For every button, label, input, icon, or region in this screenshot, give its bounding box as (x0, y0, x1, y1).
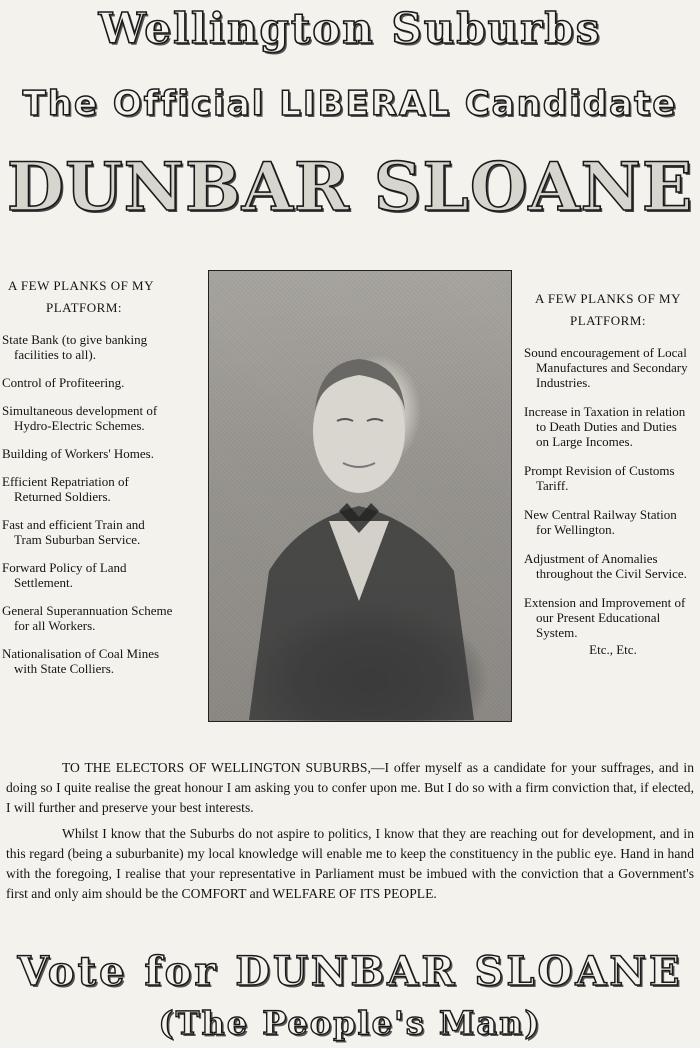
platform-plank: Building of Workers' Homes. (2, 446, 154, 461)
platform-plank: Increase in Taxation in relation to Death Duties and Duties on Large Incomes. (524, 404, 686, 449)
platform-plank: Sound encouragement of Local Manufactures and Secondary Industries. (524, 345, 688, 390)
platform-plank: Efficient Repatriation of Returned Soldiers. (2, 474, 129, 504)
right-platform-column (524, 288, 692, 657)
vote-slogan: Vote for DUNBAR SLOANE (17, 948, 683, 995)
platform-plank: Simultaneous development of Hydro-Electric Schemes. (2, 403, 158, 433)
platform-plank: Prompt Revision of Customs Tariff. (524, 463, 675, 493)
headline-candidate-name: DUNBAR SLOANE (6, 148, 694, 226)
platform-plank: Adjustment of Anomalies throughout the Civil Service. (524, 551, 687, 581)
platform-plank: New Central Railway Station for Wellington. (524, 507, 677, 537)
peoples-man-tagline: (The People's Man) (158, 1004, 542, 1042)
headline-official-candidate: The Official LIBERAL Candidate (22, 84, 678, 124)
platform-etc: Etc., Etc. (589, 642, 637, 657)
left-platform-column (2, 275, 174, 689)
platform-plank: Extension and Improvement of our Present Educational System. (524, 595, 686, 640)
platform-plank: Nationalisation of Coal Mines with State Colliers. (2, 646, 160, 676)
headline-electorate: Wellington Suburbs (98, 4, 602, 53)
left-platform-heading: A FEW PLANKS OF MY PLATFORM: (8, 278, 155, 315)
portrait-figure (209, 271, 510, 720)
address-paragraph-2: Whilst I know that the Suburbs do not aspire to politics, I know that they are reaching out for development, and in this regard (being a suburbanite) my local knowledge will enable me to keep the constituency in the public eye. Hand in hand with the foregoing, I realise that your representative in Parliament must be imbued with the conviction that a Government's first and only aim should be the COMFORT and WELFARE OF ITS PEOPLE. (6, 826, 694, 901)
address-paragraph-1: TO THE ELECTORS OF WELLINGTON SUBURBS,—I offer myself as a candidate for your suffrages, and in doing so I quite realise the great honour I am asking you to confer upon me. But I do so with a firm conviction that, if elected, I will further and preserve your best interests. (6, 760, 694, 815)
platform-plank: Fast and efficient Train and Tram Suburban Service. (2, 517, 145, 547)
platform-plank: State Bank (to give banking facilities to all). (2, 332, 148, 362)
candidate-portrait (208, 270, 512, 722)
platform-plank: Control of Profiteering. (2, 375, 125, 390)
right-platform-heading: A FEW PLANKS OF MY PLATFORM: (534, 291, 681, 328)
platform-plank: General Superannuation Scheme for all Workers. (2, 603, 173, 633)
platform-plank: Forward Policy of Land Settlement. (2, 560, 127, 590)
